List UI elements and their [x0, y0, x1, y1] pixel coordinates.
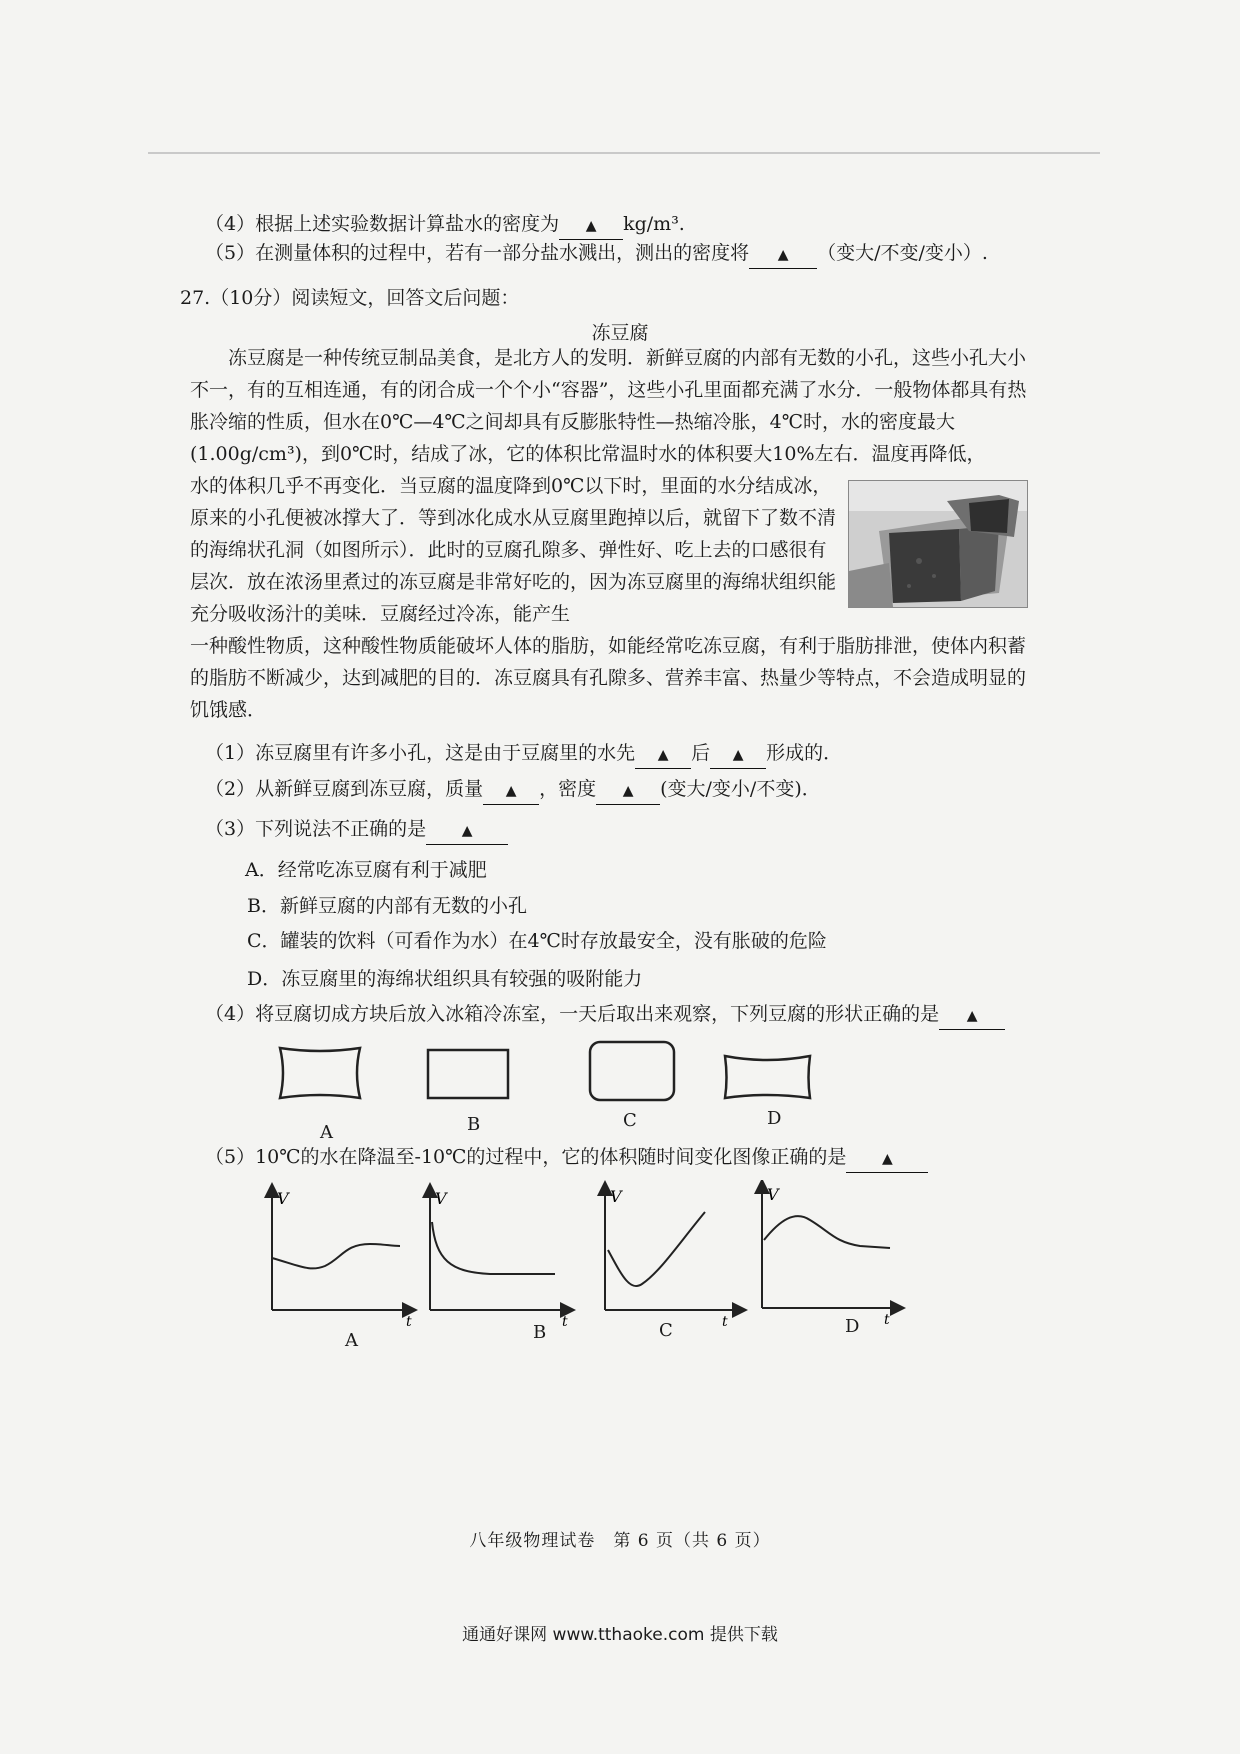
graph-label-b[interactable]: B	[533, 1322, 547, 1343]
q27-sub4: （4）将豆腐切成方块后放入冰箱冷冻室，一天后取出来观察，下列豆腐的形状正确的是 ▲	[205, 1001, 1005, 1030]
axis-t-a: t	[406, 1314, 412, 1330]
answer-blank[interactable]: ▲	[939, 1001, 1005, 1030]
option-c[interactable]: C．罐装的饮料（可看作为水）在4℃时存放最安全，没有胀破的危险	[247, 930, 827, 952]
option-b[interactable]: B．新鲜豆腐的内部有无数的小孔	[247, 895, 527, 917]
graph-c	[605, 1188, 740, 1310]
answer-blank[interactable]: ▲	[846, 1144, 928, 1173]
axis-v-d: V	[767, 1185, 779, 1204]
page-footer: 八年级物理试卷 第 6 页（共 6 页）	[469, 1531, 771, 1551]
axis-t-c: t	[722, 1314, 728, 1330]
graph-d	[762, 1186, 898, 1308]
q27-sub3: （3）下列说法不正确的是 ▲	[205, 816, 508, 845]
graph-a	[272, 1190, 410, 1310]
passage-paragraph-2: 水的体积几乎不再变化．当豆腐的温度降到0℃以下时，里面的水分结成冰，原来的小孔便被冰撑大了．等到冰化成水从豆腐里跑掉以后，就留下了数不清的海绵状孔洞（如图所示）．此时的豆腐孔隙多、弹性好、吃上去的口感很有层次．放在浓汤里煮过的冻豆腐是非常好吃的，因为冻豆腐里的海绵状组织能充分吸收汤汁的美味．豆腐经过冷冻，能产生	[190, 475, 837, 625]
passage-title: 冻豆腐	[591, 322, 649, 344]
option-d[interactable]: D．冻豆腐里的海绵状组织具有较强的吸附能力	[247, 968, 643, 990]
answer-blank[interactable]: ▲	[749, 240, 817, 269]
q27-header: 27.（10分）阅读短文，回答文后问题：	[180, 287, 520, 309]
q27-sub5: （5）10℃的水在降温至-10℃的过程中，它的体积随时间变化图像正确的是 ▲	[205, 1144, 928, 1173]
source-line: 通通好课网 www.tthaoke.com 提供下载	[462, 1625, 778, 1645]
axis-v-a: V	[277, 1189, 289, 1208]
passage-paragraph-3: 一种酸性物质，这种酸性物质能破坏人体的脂肪，如能经常吃冻豆腐，有利于脂肪排泄，使体内积蓄的脂肪不断减少，达到减肥的目的．冻豆腐具有孔隙多、营养丰富、热量少等特点，不会造成明显的饥饿感．	[190, 635, 1027, 721]
axis-t-d: t	[884, 1312, 890, 1328]
answer-blank[interactable]: ▲	[426, 816, 508, 845]
shape-d	[725, 1056, 810, 1098]
option-a[interactable]: A．经常吃冻豆腐有利于减肥	[245, 859, 487, 881]
graph-label-c[interactable]: C	[659, 1320, 673, 1341]
graph-label-d[interactable]: D	[845, 1316, 860, 1337]
graph-label-a[interactable]: A	[345, 1330, 358, 1351]
shape-label-a[interactable]: A	[320, 1122, 333, 1143]
axis-v-b: V	[435, 1189, 447, 1208]
answer-blank[interactable]: ▲	[635, 740, 691, 769]
answer-blank[interactable]: ▲	[596, 776, 660, 805]
graph-b	[430, 1190, 568, 1310]
q27-sub2: （2）从新鲜豆腐到冻豆腐，质量 ▲ ，密度 ▲ (变大/变小/不变)．	[205, 776, 821, 805]
answer-blank[interactable]: ▲	[710, 740, 766, 769]
shape-label-b[interactable]: B	[467, 1114, 481, 1135]
answer-blank[interactable]: ▲	[559, 211, 623, 240]
axis-v-c: V	[610, 1187, 622, 1206]
passage-paragraph-1: 冻豆腐是一种传统豆制品美食，是北方人的发明．新鲜豆腐的内部有无数的小孔，这些小孔大小不一，有的互相连通，有的闭合成一个个小“容器”，这些小孔里面都充满了水分．一般物体都具有热胀冷缩的性质，但水在0℃—4℃之间却具有反膨胀特性—热缩冷胀，4℃时，水的密度最大(1.00g/cm³)，到0℃时，结成了冰，它的体积比常温时水的体积要大10%左右．温度再降低，	[190, 347, 1027, 465]
q27-sub1: （1）冻豆腐里有许多小孔，这是由于豆腐里的水先 ▲ 后 ▲ 形成的．	[205, 740, 842, 769]
q26-part4: （4）根据上述实验数据计算盐水的密度为 ▲ kg/m³.	[205, 211, 685, 240]
shape-c	[590, 1042, 674, 1100]
top-rule	[148, 152, 1100, 154]
frozen-tofu-photo	[848, 480, 1028, 608]
shape-label-d[interactable]: D	[767, 1108, 782, 1129]
volume-time-graphs	[250, 1180, 930, 1330]
shape-a	[280, 1048, 360, 1098]
q26-part5: （5）在测量体积的过程中，若有一部分盐水溅出，测出的密度将 ▲ （变大/不变/变小）.	[205, 240, 988, 269]
shape-b	[428, 1050, 508, 1098]
shape-diagrams	[270, 1040, 830, 1106]
answer-blank[interactable]: ▲	[483, 776, 539, 805]
shape-label-c[interactable]: C	[623, 1110, 637, 1131]
axis-t-b: t	[562, 1314, 568, 1330]
